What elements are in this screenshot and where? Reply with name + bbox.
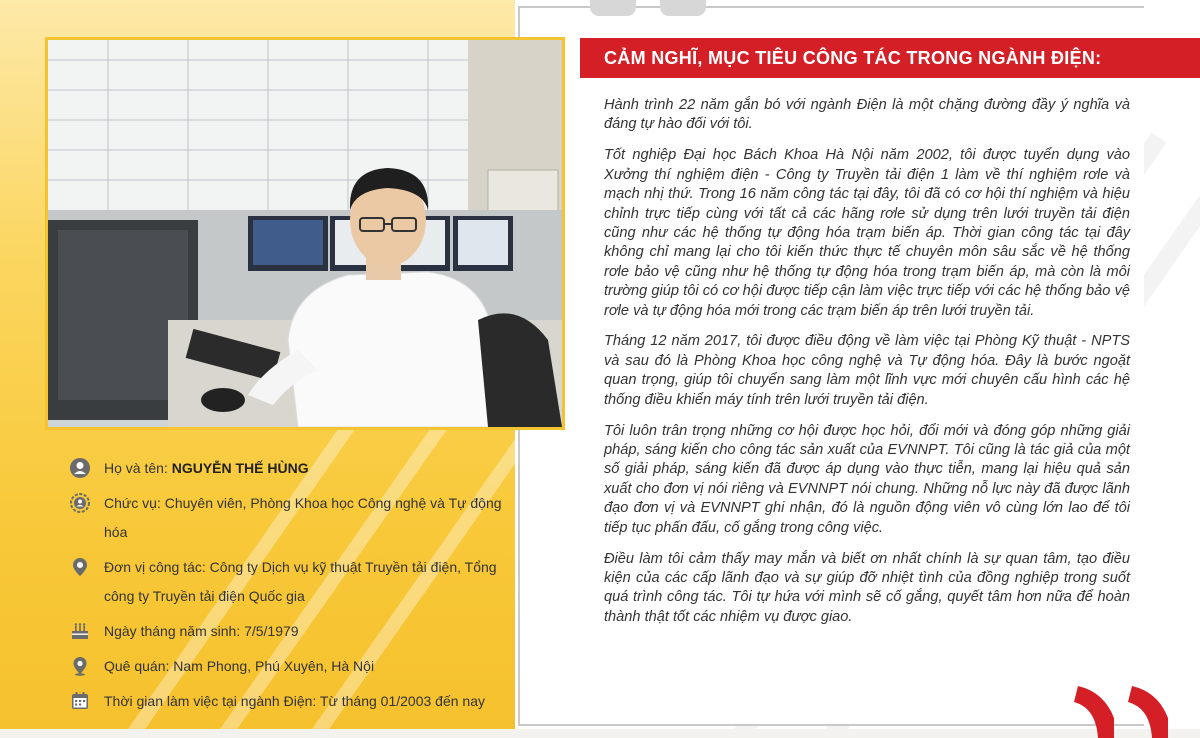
section-title: CẢM NGHĨ, MỤC TIÊU CÔNG TÁC TRONG NGÀNH ĐIỆN: [580, 38, 1200, 78]
article-body [604, 96, 1130, 639]
portrait-photo [45, 37, 565, 430]
name-value: NGUYỄN THẾ HÙNG [171, 460, 309, 476]
position-text: Chức vụ: Chuyên viên, Phòng Khoa học Công nghệ và Tự động hóa [104, 495, 502, 540]
birthdate-text: Ngày tháng năm sinh: 7/5/1979 [104, 623, 299, 639]
frame-tab [590, 0, 636, 16]
closing-quote-icon [1070, 678, 1190, 738]
location-pin-icon [70, 557, 90, 577]
profile-name-row [70, 454, 510, 483]
name-label: Họ và tên: [104, 460, 172, 476]
birthday-cake-icon [70, 621, 90, 641]
map-pin-icon [70, 656, 90, 676]
gear-person-icon [70, 493, 90, 513]
profile-unit-row [70, 553, 510, 611]
article-paragraph: Tôi luôn trân trọng những cơ hội được học hỏi, đổi mới và đóng góp những giải pháp, sáng kiến cho công tác sản xuất của EVNNPT. Tôi cũng là tác giả của một số giải pháp, sáng kiến đã được áp dụng vào thực tiễn, mang lại hiệu quả sản xuất cho đơn vị nói riêng và EVNNPT nói chung. Những nỗ lực này đã được lãnh đạo đơn vị và EVNNPT ghi nhận, đó là nguồn động viên vô cùng lớn lao để tôi tiếp tục phấn đấu, cố gắng trong công việc. [604, 422, 1130, 536]
profile-hometown-row [70, 652, 510, 681]
profile-info [70, 454, 510, 722]
person-icon [70, 458, 90, 478]
article-paragraph: Tháng 12 năm 2017, tôi được điều động về làm việc tại Phòng Kỹ thuật - NPTS và sau đó là Phòng Khoa học công nghệ và Tự động hóa. Đây là bước ngoặt quan trọng, giúp tôi chuyển sang làm một lĩnh vực mới chuyên cấu hình các hệ thống điều khiển máy tính trên lưới truyền tải điện. [604, 333, 1130, 408]
article-paragraph: Tốt nghiệp Đại học Bách Khoa Hà Nội năm 2002, tôi được tuyển dụng vào Xưởng thí nghiệm điện - Công ty Truyền tải điện 1 làm về thí nghiệm rơle và mạch nhị thứ. Trong 16 năm công tác tại đây, tôi đã có cơ hội thí nghiệm và hiệu chỉnh trực tiếp cùng với tất cả các hãng rơle sử dụng trên lưới truyền tải điện cũng như các hệ thống tự động hóa trạm biến áp. Thời gian công tác tại đây không chỉ mang lại cho tôi kiến thức thực tế chuyên môn sâu sắc về hệ thống rơle bảo vệ cũng như hệ thống tự động hóa trong trạm biến áp, mà còn là môi trường giúp tôi có cơ hội được tiếp cận làm việc trực tiếp với các hệ thống bảo vệ rơle và tự động hóa mới trong các trạm biến áp trên lưới truyền tải. [604, 147, 1130, 319]
frame-tab [660, 0, 706, 16]
article-paragraph: Hành trình 22 năm gắn bó với ngành Điện là một chặng đường đầy ý nghĩa và đáng tự hào đối với tôi. [604, 97, 1130, 133]
profile-birthdate-row [70, 617, 510, 646]
unit-text: Đơn vị công tác: Công ty Dịch vụ kỹ thuật Truyền tải điện, Tổng công ty Truyền tải điện Quốc gia [104, 559, 497, 604]
calendar-icon [70, 691, 90, 711]
profile-position-row [70, 489, 510, 547]
work-period-text: Thời gian làm việc tại ngành Điện: Từ tháng 01/2003 đến nay [104, 693, 485, 709]
profile-work-period-row [70, 687, 510, 716]
article-paragraph: Điều làm tôi cảm thấy may mắn và biết ơn nhất chính là sự quan tâm, tạo điều kiện của các cấp lãnh đạo và sự giúp đỡ nhiệt tình của đồng nghiệp trong suốt quá trình công tác. Tôi tự hứa với mình sẽ cố gắng, quyết tâm hơn nữa để hoàn thành thật tốt các nhiệm vụ được giao. [604, 550, 1130, 625]
hometown-text: Quê quán: Nam Phong, Phú Xuyên, Hà Nội [104, 658, 375, 674]
